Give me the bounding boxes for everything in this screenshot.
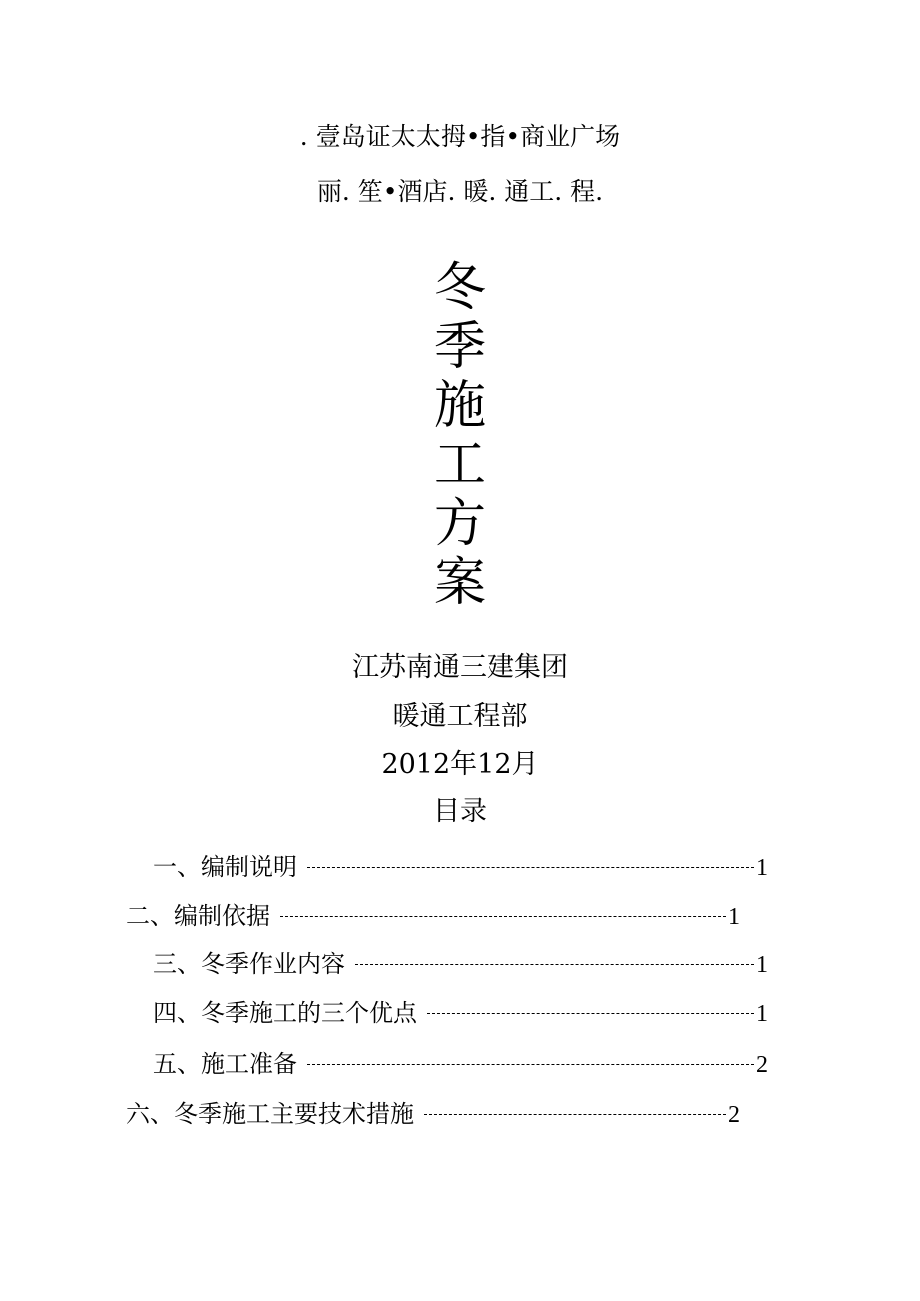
document-title (0, 258, 920, 616)
toc-entry-page: 2 (728, 1102, 740, 1128)
project-name-line-2: 丽. 笙•酒店. 暖. 通工. 程. (316, 177, 604, 206)
toc-leader-dashes (424, 1114, 726, 1115)
title-char: 案 (433, 553, 486, 613)
title-char: 季 (433, 317, 486, 377)
company-name: 江苏南通三建集团 (352, 652, 568, 683)
project-name-line-1: . 壹岛证太太拇•指•商业广场 (299, 122, 621, 151)
title-char: 冬 (433, 258, 486, 318)
toc-entry-label: 三、冬季作业内容 (153, 950, 345, 978)
department-name: 暖通工程部 (392, 701, 528, 732)
toc-entry[interactable] (153, 1052, 768, 1077)
toc-entry[interactable] (153, 1001, 768, 1026)
toc-entry[interactable] (153, 952, 768, 977)
toc-entry-page: 1 (728, 904, 740, 930)
toc-entry-label: 六、冬季施工主要技术措施 (126, 1100, 414, 1128)
toc-leader-dashes (427, 1013, 754, 1014)
toc-entry-label: 二、编制依据 (126, 902, 270, 930)
toc-entry[interactable] (126, 1102, 740, 1127)
toc-entry-label: 四、冬季施工的三个优点 (153, 999, 417, 1027)
title-char: 工 (433, 435, 486, 495)
toc-leader-dashes (355, 964, 754, 965)
toc-entry[interactable] (153, 855, 768, 880)
toc-heading: 目录 (433, 796, 487, 827)
toc-entry-page: 2 (756, 1052, 768, 1078)
toc-entry-label: 五、施工准备 (153, 1050, 297, 1078)
title-char: 施 (433, 376, 486, 436)
document-date: 2012年12月 (381, 749, 539, 780)
toc-entry-label: 一、编制说明 (153, 853, 297, 881)
toc-entry[interactable] (126, 904, 740, 929)
toc-entry-page: 1 (756, 952, 768, 978)
toc-leader-dashes (280, 916, 726, 917)
toc-entry-page: 1 (756, 855, 768, 881)
toc-leader-dashes (307, 867, 754, 868)
title-char: 方 (433, 494, 486, 554)
toc-entry-page: 1 (756, 1001, 768, 1027)
toc-leader-dashes (307, 1064, 754, 1065)
